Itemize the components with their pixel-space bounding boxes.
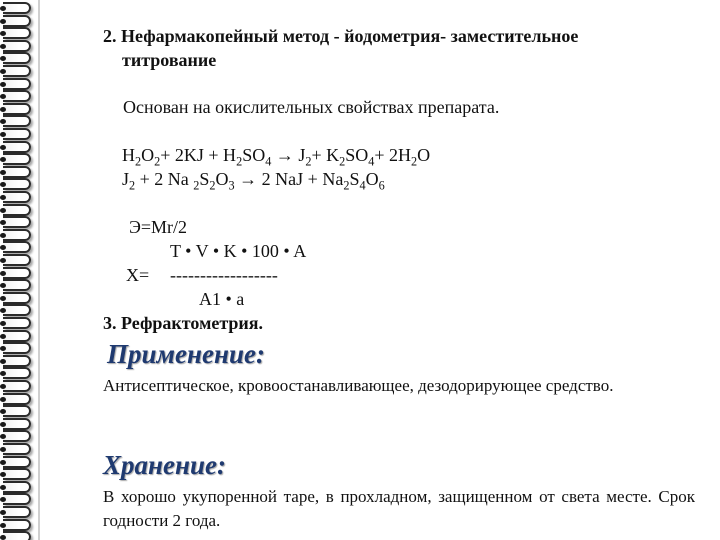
- binding-ring: [3, 531, 31, 540]
- binding-ring: [3, 418, 31, 430]
- binding-ring: [3, 267, 31, 279]
- formula-denominator: A1 • a: [199, 289, 245, 309]
- section-3-title: 3. Рефрактометрия.: [103, 313, 263, 333]
- binding-ring: [3, 128, 31, 140]
- reaction-equation-2: $J_2 + 2$ Na $_2S_2O_3 \to 2$ NaJ + $Na_2S_4O_6$: [122, 169, 385, 193]
- binding-ring: [3, 342, 31, 354]
- binding-ring: [3, 330, 31, 342]
- binding-ring: [3, 292, 31, 304]
- equivalent-formula: Э=Mr/2: [129, 217, 188, 237]
- binding-ring: [3, 103, 31, 115]
- binding-ring: [3, 15, 31, 27]
- formula-x-label: X=: [126, 265, 150, 285]
- binding-ring: [3, 229, 31, 241]
- binding-ring: [3, 241, 31, 253]
- storage-heading: Хранение:: [103, 450, 226, 480]
- binding-ring: [3, 65, 31, 77]
- binding-ring: [3, 115, 31, 127]
- section-2-title-line1: 2. Нефармакопейный метод - йодометрия- заместительное: [103, 26, 579, 46]
- binding-ring: [3, 78, 31, 90]
- method-basis-text: Основан на окислительных свойствах препарата.: [123, 97, 500, 117]
- binding-ring: [3, 493, 31, 505]
- binding-ring: [3, 519, 31, 531]
- application-heading: Применение:: [107, 339, 265, 369]
- storage-text: В хорошо укупоренной таре, в прохладном, защищенном от света месте. Срок годности 2 года.: [103, 487, 695, 530]
- binding-ring: [3, 178, 31, 190]
- reaction-equation-1: $H_2O_2+ 2KJ + H_2SO_4 \to J_2+ K_2SO_4+ 2H_2O$: [122, 145, 431, 169]
- binding-ring: [3, 90, 31, 102]
- binding-ring: [3, 141, 31, 153]
- binding-ring: [3, 355, 31, 367]
- binding-ring: [3, 430, 31, 442]
- binding-ring: [3, 216, 31, 228]
- page-edge: [38, 0, 40, 540]
- spiral-binding: [0, 0, 40, 540]
- binding-ring: [3, 191, 31, 203]
- binding-ring: [3, 254, 31, 266]
- application-text: Антисептическое, кровоостанавливающее, дезодорирующее средство.: [103, 376, 614, 395]
- binding-ring: [3, 468, 31, 480]
- binding-ring: [3, 456, 31, 468]
- binding-ring: [3, 279, 31, 291]
- binding-ring: [3, 380, 31, 392]
- binding-ring: [3, 443, 31, 455]
- binding-ring: [3, 393, 31, 405]
- binding-ring: [3, 506, 31, 518]
- formula-fraction-bar: ------------------: [170, 265, 278, 285]
- binding-ring: [3, 27, 31, 39]
- binding-ring: [3, 317, 31, 329]
- binding-ring: [3, 166, 31, 178]
- binding-ring: [3, 481, 31, 493]
- binding-ring: [3, 153, 31, 165]
- binding-ring: [3, 40, 31, 52]
- binding-ring: [3, 367, 31, 379]
- formula-numerator: T • V • K • 100 • A: [170, 241, 307, 261]
- binding-ring: [3, 405, 31, 417]
- binding-ring: [3, 52, 31, 64]
- binding-ring: [3, 204, 31, 216]
- binding-ring: [3, 304, 31, 316]
- section-2-title-line2: титрование: [122, 50, 217, 70]
- binding-ring: [3, 2, 31, 14]
